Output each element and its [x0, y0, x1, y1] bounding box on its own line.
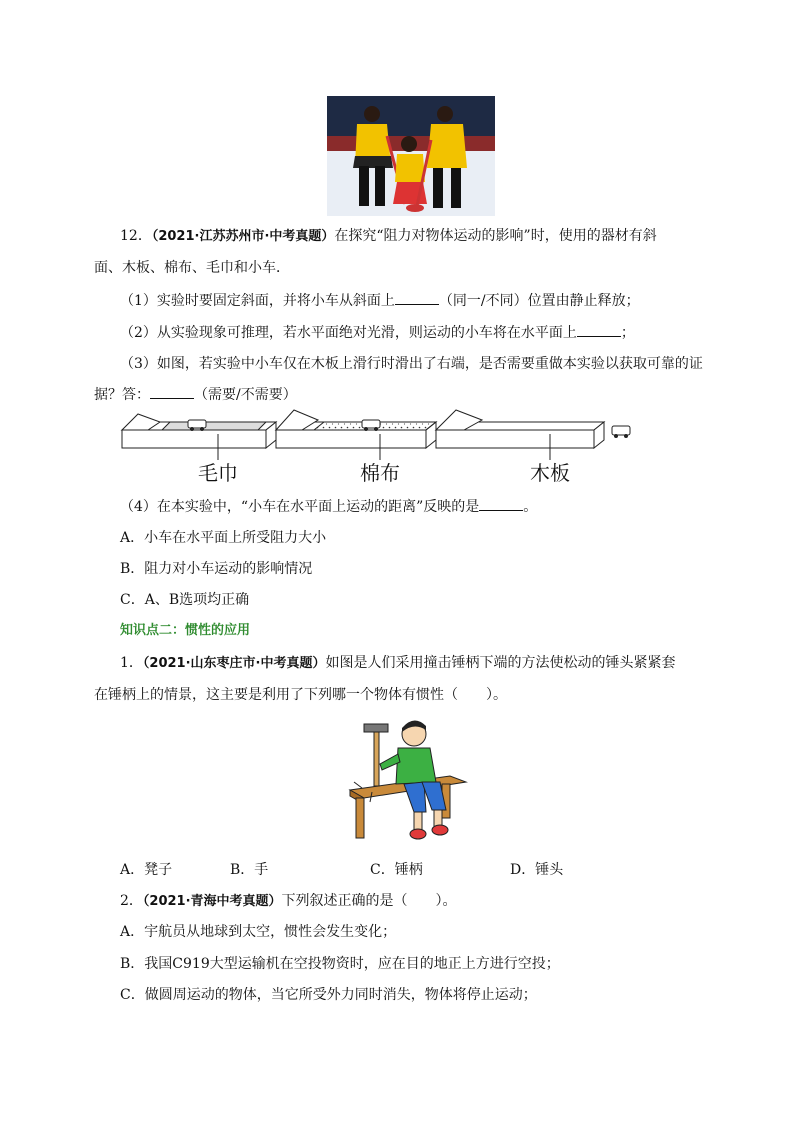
q2-source: （2021·青海中考真题） [142, 894, 282, 909]
q1-option-b: B．手 [230, 862, 269, 878]
q1-option-a: A．凳子 [120, 862, 173, 878]
q1-stem-line1 [120, 653, 675, 674]
q12-part3-text-b: （需要/不需要） [194, 387, 297, 403]
q12-stem-line1 [120, 226, 657, 247]
q2-option-a: A．宇航员从地球到太空，惯性会发生变化； [120, 924, 397, 940]
q12-part2 [120, 322, 635, 343]
q12-part3-line2 [94, 384, 297, 405]
q12-part4 [120, 496, 537, 517]
q12-part1-blank [395, 290, 439, 305]
q12-option-c: C．A、B选项均正确 [120, 592, 250, 608]
label-wood: 木板 [530, 461, 570, 485]
q1-source: （2021·山东枣庄市·中考真题） [142, 656, 326, 671]
surfaces-figure [118, 408, 638, 488]
q12-stem-text: 在探究“阻力对物体运动的影响”时，使用的器材有斜 [334, 228, 657, 244]
curling-photo [327, 96, 495, 216]
q2-option-b: B．我国C919大型运输机在空投物资时，应在目的地正上方进行空投； [120, 956, 560, 972]
q12-part1 [120, 290, 640, 311]
cotton-board [276, 410, 436, 448]
q12-part3-text-a: 据？答： [94, 387, 150, 403]
q1-number: 1． [120, 655, 143, 671]
q12-source: （2021·江苏苏州市·中考真题） [151, 229, 335, 244]
q12-part4-text-a: （4）在本实验中，“小车在水平面上运动的距离”反映的是 [120, 499, 480, 515]
q1-stem-text: 如图是人们采用撞击锤柄下端的方法使松动的锤头紧紧套 [325, 655, 676, 671]
q1-option-d: D．锤头 [510, 862, 564, 878]
hammer-illustration [342, 712, 476, 846]
label-cotton: 棉布 [360, 461, 400, 485]
q12-part4-blank [479, 496, 523, 511]
q2-option-c: C．做圆周运动的物体，当它所受外力同时消失，物体将停止运动； [120, 987, 537, 1003]
q12-number: 12． [120, 228, 152, 244]
q12-part2-text-b: ； [620, 325, 635, 341]
q12-part1-text-b: （同一/不同）位置由静止释放； [438, 293, 640, 309]
q12-part1-text-a: （1）实验时要固定斜面，并将小车从斜面上 [120, 293, 395, 309]
q12-part2-text-a: （2）从实验现象可推理，若水平面绝对光滑，则运动的小车将在水平面上 [120, 325, 577, 341]
q2-stem [120, 891, 457, 912]
q2-number: 2． [120, 893, 143, 909]
towel-board [122, 414, 276, 448]
wood-board [436, 410, 630, 448]
q1-stem-line2: 在锤柄上的情景，这主要是利用了下列哪一个物体有惯性（ ）。 [94, 687, 507, 703]
q12-option-a: A．小车在水平面上所受阻力大小 [120, 530, 327, 546]
q12-part2-blank [577, 322, 621, 337]
label-towel: 毛巾 [198, 461, 238, 485]
q12-stem-line2: 面、木板、棉布、毛巾和小车． [94, 260, 290, 276]
q12-part3-line1: （3）如图，若实验中小车仅在木板上滑行时滑出了右端，是否需要重做本实验以获取可靠的证 [120, 356, 703, 372]
q12-part3-blank [150, 384, 194, 399]
q2-stem-text: 下列叙述正确的是（ ）。 [281, 893, 457, 909]
q1-option-c: C．锤柄 [370, 862, 423, 878]
q12-option-b: B．阻力对小车运动的影响情况 [120, 561, 313, 577]
q12-part4-text-b: 。 [523, 499, 538, 515]
section-title: 知识点二：惯性的应用 [120, 623, 251, 638]
